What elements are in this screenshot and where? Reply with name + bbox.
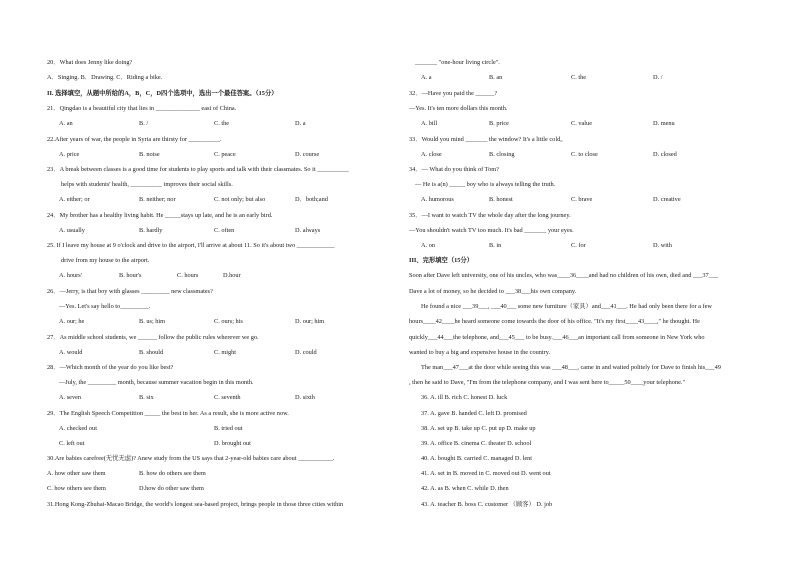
q24-option-b: B. hardly (139, 227, 163, 234)
q22-option-b: B. noise (139, 151, 160, 158)
choice-43: 43. A. teacher B. boss C. customer （顾客） D. job (421, 501, 553, 508)
q31-continued: _______ "one-hour living circle". (415, 59, 500, 66)
q24-option-c: C. often (214, 227, 235, 234)
q21-option-a: A. an (59, 120, 73, 127)
q23-stem-2: helps with students' health, __________ improves their social skills. (61, 181, 233, 188)
q21-option-d: D. a (295, 120, 306, 127)
q26-stem-1: 26．—Jerry, is that boy with glasses _________ new classmates? (47, 288, 213, 295)
section-3-heading: III、完形填空（15分） (409, 257, 474, 264)
q25-option-c: C. hours (177, 272, 199, 279)
q27-option-d: D. could (295, 349, 317, 356)
passage-line-1: Soon after Dave left university, one of his uncles, who was____36____and had no children of his own, died and ___37___ (409, 272, 719, 279)
choice-40: 40. A. bought B. carried C. managed D. lent (421, 455, 533, 462)
q22-option-d: D. course (295, 151, 320, 158)
q27-option-b: B. should (139, 349, 164, 356)
q32-option-a: A. bill (421, 120, 438, 127)
q35-option-d: D. with (653, 242, 672, 249)
q26-option-d: D. our; him (295, 318, 325, 325)
q26-option-a: A. our; he (59, 318, 85, 325)
q24-option-a: A. usually (59, 227, 85, 234)
passage-line-6: wanted to buy a big and expensive house in the country. (409, 349, 551, 356)
q31-option-a: A. a (421, 74, 432, 81)
q31-option-b: B. an (489, 74, 503, 81)
q31-option-c: C. the (571, 74, 587, 81)
q26-option-b: B. us; him (139, 318, 166, 325)
q23-option-d: D．both;and (295, 196, 328, 203)
q27-option-a: A. would (59, 349, 83, 356)
q35-stem-2: —You shouldn't watch TV too much. It's bad _______ your eyes. (409, 227, 574, 234)
q28-option-c: C. seventh (214, 394, 241, 401)
q21-option-c: C. the (214, 120, 230, 127)
q23-option-a: A. either; or (59, 196, 90, 203)
passage-line-2: Dave a lot of money, so he decided to ___38___his own company. (409, 288, 577, 295)
q20-stem: 20．What does Jenny like doing? (47, 59, 133, 66)
passage-line-3: He found a nice ___39___, ___40___ some new furniture（家具）and___41___. He had only been there for a few (421, 303, 712, 310)
q22-stem: 22.After years of war, the people in Syria are thirsty for __________. (47, 136, 222, 143)
q31-option-d: D. / (653, 74, 663, 81)
q28-stem-2: —July, the _________ month, because summer vacation begin in this month. (59, 379, 254, 386)
q21-option-b: B. / (139, 120, 149, 127)
q34-option-d: D. creative (653, 196, 681, 203)
choice-41: 41. A. set in B. moved in C. moved out D. went out (421, 470, 551, 477)
q29-option-c: C. left out (59, 440, 85, 447)
q30-option-c: C. how others see them (47, 485, 106, 492)
q25-option-a: A. hours' (59, 272, 82, 279)
q24-option-d: D. always (295, 227, 321, 234)
q30-option-d: D.how do other saw them (139, 485, 204, 492)
q25-stem-2: drive from my house to the airport. (61, 257, 150, 264)
q25-option-d: D.hour (223, 272, 241, 279)
q35-option-c: C. for (571, 242, 586, 249)
q32-stem-1: 32．—Have you paid the ______? (409, 90, 498, 97)
q35-stem-1: 35．—I want to watch TV the whole day after the long journey. (409, 212, 571, 219)
passage-line-5: quickly___44___the telephone, and___45___ to be busy.___46___an important call from someone in New York who (409, 334, 705, 341)
q30-option-a: A. how other saw them (47, 470, 106, 477)
q32-option-b: B. price (489, 120, 509, 127)
passage-line-7: The man___47___at the door while seeing this was ___48___, came in and waited politely for Dave to finish his___49 (421, 364, 721, 371)
q25-option-b: B. hour's (119, 272, 142, 279)
q32-option-c: C. value (571, 120, 592, 127)
q27-stem: 27．As middle school students, we ______ follow the public rules wherever we go. (47, 334, 259, 341)
q33-stem: 33．Would you mind _______ the window? It's a little cold。 (409, 136, 567, 143)
choice-37: 37. A. gave B. handed C. left D. promised (421, 410, 527, 417)
q34-option-a: A. humorous (421, 196, 454, 203)
q27-option-c: C. might (214, 349, 237, 356)
choice-38: 38. A. set up B. take up C. put up D. make up (421, 425, 536, 432)
q34-stem-2: — He is a(n) _____ boy who is always telling the truth. (415, 181, 556, 188)
q28-option-b: B. six (139, 394, 154, 401)
q35-option-a: A. on (421, 242, 435, 249)
q25-stem-1: 25. If I leave my house at 9 o'clock and drive to the airport, I'll arrive at about 11. So it's about two ____________ (47, 242, 335, 249)
q24-stem: 24．My brother has a healthy living habit. He _____stays up late, and he is an early bird. (47, 212, 273, 219)
q29-option-a: A. checked out (59, 425, 97, 432)
q33-option-a: A. close (421, 151, 442, 158)
q30-stem: 30.Are babies carefree(无忧无虑)? Anew study from the US says that 2-year-old babies care about ___________. (47, 455, 335, 462)
choice-42: 42. A. as B. when C. while D. then (421, 485, 509, 492)
q34-option-c: C. brave (571, 196, 593, 203)
choice-39: 39. A. office B. cinema C. theater D. school (421, 440, 532, 447)
section-2-heading: II. 选择填空，从题中所给的A，B，C，D四个选项中，选出一个最佳答案。（15分） (47, 90, 278, 97)
q33-option-c: C. to close (571, 151, 598, 158)
q32-stem-2: —Yes. It's ten more dollars this month. (409, 105, 508, 112)
q26-stem-2: —Yes. Let's say hello to_________. (59, 303, 151, 310)
q23-option-c: C. not only; but also (214, 196, 266, 203)
q26-option-c: C. ours; his (214, 318, 243, 325)
q22-option-a: A. price (59, 151, 80, 158)
q29-stem: 29．The English Speech Competition _____ the best in her. As a result, she is more active now. (47, 410, 289, 417)
q33-option-d: D. closed (653, 151, 677, 158)
q21-stem: 21．Qingdao is a beautiful city that lies in ______________ east of China. (47, 105, 237, 112)
q35-option-b: B. in (489, 242, 502, 249)
q20-options: A．Singing. B．Drawing. C．Riding a bike. (47, 74, 163, 81)
q28-option-a: A. seven (59, 394, 82, 401)
q34-option-b: B. honest (489, 196, 513, 203)
q28-stem-1: 28．—Which month of the year do you like best? (47, 364, 174, 371)
q30-option-b: B. how do others see them (139, 470, 206, 477)
q23-stem-1: 23．A break between classes is a good time for students to play sports and talk with their classmates. So it __________ (47, 166, 349, 173)
passage-line-4: hours____42____he heard someone come towards the door of his office. "It's my first____43____," he thought. He (409, 318, 700, 325)
q29-option-b: B. tried out (214, 425, 243, 432)
passage-line-8: , then he said to Dave, "I'm from the telephone company, and I was sent here to_____50____your telephone." (409, 379, 686, 386)
choice-36: 36. A. ill B. rich C. honest D. luck (421, 394, 508, 401)
q29-option-d: D. brought out (214, 440, 251, 447)
q31-stem: 31.Hong Kong-Zhuhai-Macao Bridge, the world's longest sea-based project, brings people in those three cities within (47, 501, 344, 508)
q33-option-b: B. closing (489, 151, 515, 158)
q34-stem-1: 34．— What do you think of Tom? (409, 166, 499, 173)
q32-option-d: D. menu (653, 120, 675, 127)
q22-option-c: C. peace (214, 151, 236, 158)
q28-option-d: D. sixth (295, 394, 315, 401)
q23-option-b: B. neither; nor (139, 196, 176, 203)
